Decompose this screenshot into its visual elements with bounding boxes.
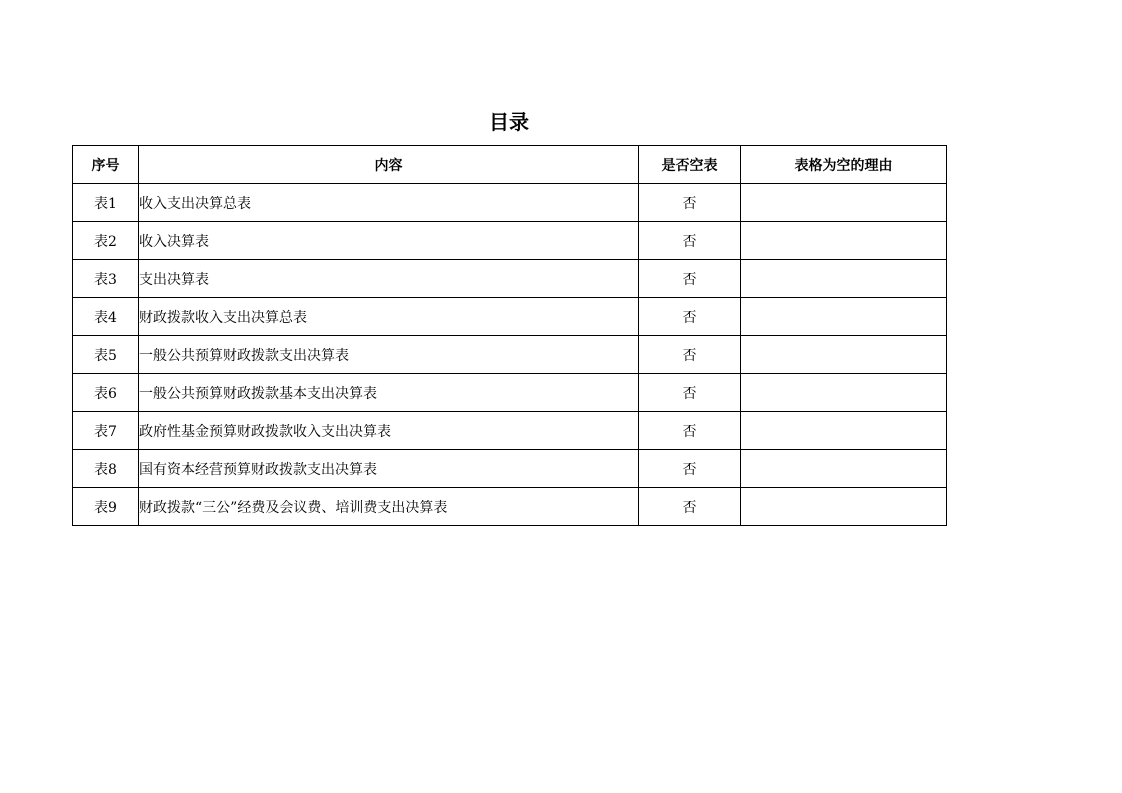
row-number: 表5 [73, 336, 139, 374]
row-number: 表3 [73, 260, 139, 298]
row-content: 一般公共预算财政拨款基本支出决算表 [139, 374, 639, 412]
row-content: 支出决算表 [139, 260, 639, 298]
row-content: 一般公共预算财政拨款支出决算表 [139, 336, 639, 374]
row-reason [741, 222, 947, 260]
row-content: 政府性基金预算财政拨款收入支出决算表 [139, 412, 639, 450]
row-content: 国有资本经营预算财政拨款支出决算表 [139, 450, 639, 488]
catalog-table [72, 145, 947, 526]
row-is-empty: 否 [639, 450, 741, 488]
row-content: 收入决算表 [139, 222, 639, 260]
row-content: 财政拨款收入支出决算总表 [139, 298, 639, 336]
row-is-empty: 否 [639, 222, 741, 260]
header-content: 内容 [139, 146, 639, 184]
row-number: 表9 [73, 488, 139, 526]
page-title: 目录 [489, 110, 529, 134]
table-row [73, 298, 947, 336]
row-reason [741, 488, 947, 526]
table-row [73, 374, 947, 412]
row-content: 收入支出决算总表 [139, 184, 639, 222]
header-row [73, 146, 947, 184]
row-number: 表6 [73, 374, 139, 412]
table-row [73, 184, 947, 222]
row-number: 表8 [73, 450, 139, 488]
table-row [73, 260, 947, 298]
header-no: 序号 [73, 146, 139, 184]
table-row [73, 450, 947, 488]
table-row [73, 488, 947, 526]
row-number: 表4 [73, 298, 139, 336]
table-row [73, 412, 947, 450]
row-number: 表1 [73, 184, 139, 222]
table-row [73, 222, 947, 260]
row-number: 表2 [73, 222, 139, 260]
row-reason [741, 412, 947, 450]
table-row [73, 336, 947, 374]
row-reason [741, 260, 947, 298]
row-is-empty: 否 [639, 412, 741, 450]
header-reason: 表格为空的理由 [741, 146, 947, 184]
row-number: 表7 [73, 412, 139, 450]
row-is-empty: 否 [639, 260, 741, 298]
row-reason [741, 450, 947, 488]
row-reason [741, 336, 947, 374]
row-is-empty: 否 [639, 298, 741, 336]
row-is-empty: 否 [639, 184, 741, 222]
row-is-empty: 否 [639, 336, 741, 374]
row-reason [741, 184, 947, 222]
row-reason [741, 374, 947, 412]
row-reason [741, 298, 947, 336]
header-is-empty: 是否空表 [639, 146, 741, 184]
row-is-empty: 否 [639, 488, 741, 526]
row-is-empty: 否 [639, 374, 741, 412]
row-content: 财政拨款“三公”经费及会议费、培训费支出决算表 [139, 488, 639, 526]
